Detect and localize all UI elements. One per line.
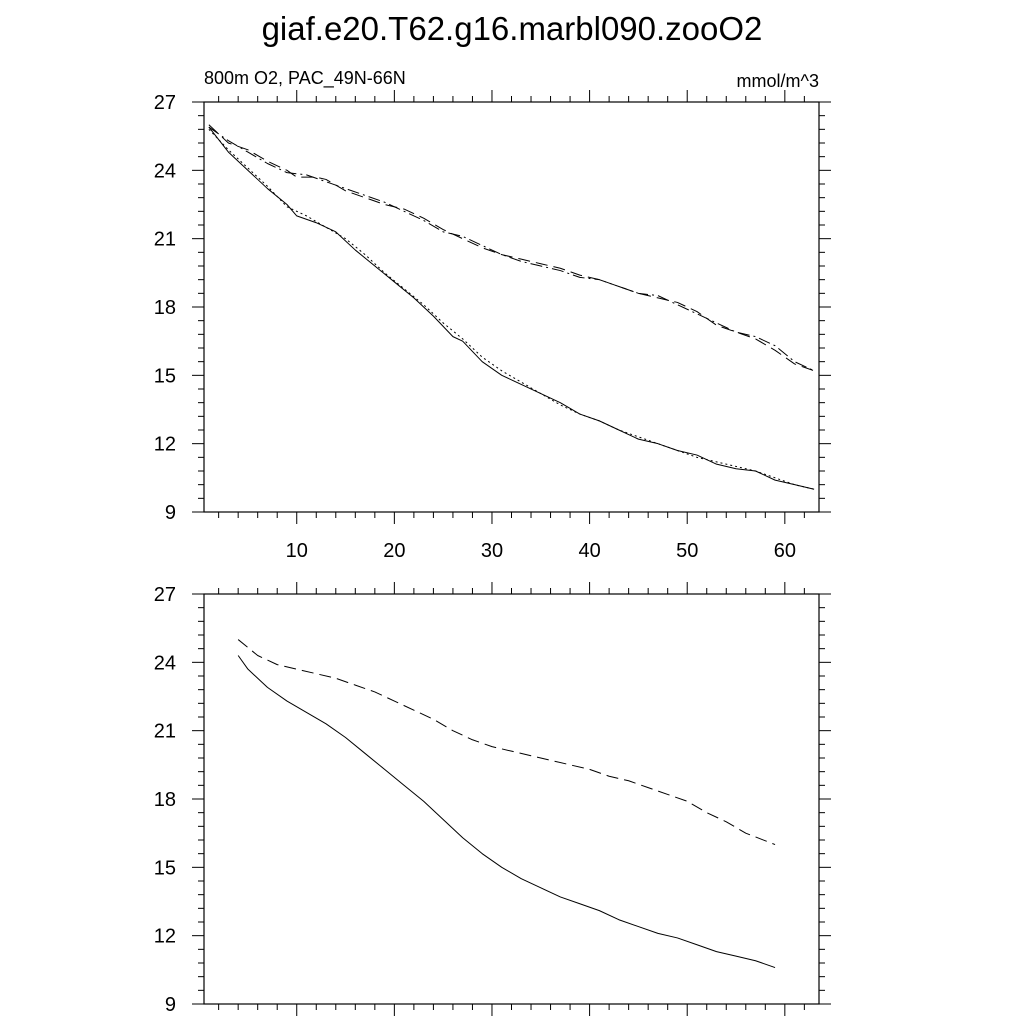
y-tick-label: 15: [153, 857, 176, 880]
x-tick-label: 60: [773, 540, 796, 562]
series-line-dashed: [209, 125, 814, 371]
y-tick-label: 12: [153, 433, 176, 456]
y-tick-label: 9: [164, 502, 176, 524]
y-tick-label: 27: [153, 584, 176, 606]
series-line-dashed: [238, 640, 775, 845]
top-chart-left-label: 800m O2, PAC_49N-66N: [204, 68, 406, 88]
plot-frame: [204, 594, 819, 1004]
y-tick-label: 18: [153, 789, 176, 811]
y-tick-label: 24: [153, 160, 176, 183]
y-tick-label: 21: [153, 720, 176, 743]
x-tick-label: 50: [676, 540, 699, 562]
y-tick-label: 15: [153, 365, 176, 388]
figure-title: giaf.e20.T62.g16.marbl090.zooO2: [261, 10, 763, 47]
top-chart-units-label: mmol/m^3: [736, 71, 819, 91]
plot-frame: [204, 102, 819, 512]
y-tick-label: 24: [153, 652, 176, 675]
series-line-solid: [209, 127, 814, 489]
x-tick-label: 30: [480, 540, 504, 562]
series-line-solid: [238, 656, 775, 968]
series-line-dash-dot: [209, 127, 814, 371]
y-tick-label: 9: [164, 994, 176, 1016]
x-tick-label: 10: [285, 540, 308, 562]
x-tick-label: 20: [383, 540, 406, 562]
y-tick-label: 27: [153, 92, 176, 114]
top-line-chart: [154, 68, 831, 562]
y-tick-label: 18: [153, 297, 176, 319]
y-tick-label: 12: [153, 925, 176, 948]
y-tick-label: 21: [153, 228, 176, 251]
series-line-dotted: [209, 129, 814, 489]
x-tick-label: 40: [578, 540, 601, 562]
bottom-line-chart: [154, 582, 831, 1016]
